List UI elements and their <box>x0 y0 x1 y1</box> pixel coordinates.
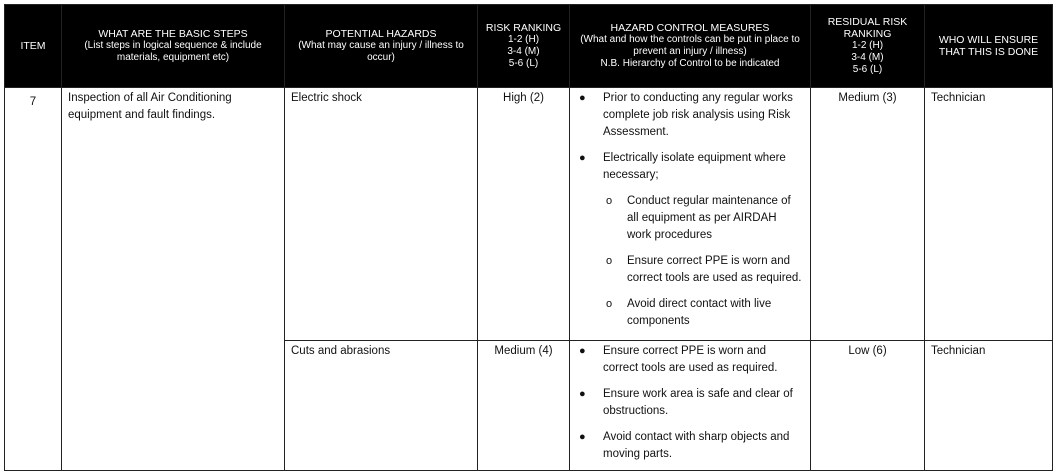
control-subitem: o Conduct regular maintenance of all equipment as per AIRDAH work procedures <box>606 195 791 241</box>
bullet-icon: ● <box>579 152 586 164</box>
header-steps-sub: (List steps in logical sequence & include materials, equipment etc) <box>84 40 262 63</box>
step-description: Inspection of all Air Conditioning equipment and fault findings. <box>62 88 285 471</box>
header-residual-title1: RESIDUAL RISK <box>827 16 908 28</box>
header-residual-l2: 3-4 (M) <box>851 52 884 63</box>
table-row <box>5 88 1053 341</box>
header-hazards <box>285 5 478 88</box>
control-item: ● Prior to conducting any regular works complete job risk analysis using Risk Assessment. <box>579 92 793 138</box>
header-controls-title: HAZARD CONTROL MEASURES <box>610 22 770 34</box>
header-row <box>5 5 1053 88</box>
header-controls-sub: (What and how the controls can be put in place to prevent an injury / illness) <box>580 34 800 57</box>
header-item: ITEM <box>5 5 62 88</box>
item-number: 7 <box>5 88 62 471</box>
header-risk-l2: 3-4 (M) <box>507 46 540 57</box>
header-risk-l3: 5-6 (L) <box>508 58 539 69</box>
control-item: ● Electrically isolate equipment where necessary; o Conduct regular maintenance of all equipment as per AIRDAH work procedures o Ensure correct PPE is worn and correct tools are used as required. o Avoid direct contact with live components <box>576 150 804 330</box>
risk-assessment-page <box>4 4 1052 472</box>
control-subitem: o Avoid direct contact with live components <box>606 298 772 327</box>
bullet-icon: ● <box>579 388 586 400</box>
sub-bullet-icon: o <box>606 195 613 207</box>
bullet-icon: ● <box>579 345 586 357</box>
header-controls <box>570 5 811 88</box>
header-risk-ranking <box>478 5 570 88</box>
header-hazards-title: POTENTIAL HAZARDS <box>325 28 437 40</box>
control-item: ● Ensure work area is safe and clear of obstructions. <box>579 388 793 417</box>
hazard-cell: Electric shock <box>285 88 478 341</box>
header-risk-l1: 1-2 (H) <box>507 34 540 45</box>
header-residual <box>811 5 925 88</box>
risk-cell: Medium (4) <box>478 341 570 471</box>
risk-assessment-table <box>4 4 1053 471</box>
sub-bullet-icon: o <box>606 255 613 267</box>
sub-bullet-icon: o <box>606 298 613 310</box>
header-steps-title: WHAT ARE THE BASIC STEPS <box>98 28 248 40</box>
header-residual-l3: 5-6 (L) <box>852 64 883 75</box>
controls-cell <box>570 341 811 471</box>
residual-cell: Low (6) <box>811 341 925 471</box>
who-cell: Technician <box>925 88 1053 341</box>
controls-cell <box>570 88 811 341</box>
risk-cell: High (2) <box>478 88 570 341</box>
bullet-icon: ● <box>579 431 586 443</box>
bullet-icon: ● <box>579 92 586 104</box>
header-hazards-sub: (What may cause an injury / illness to occur) <box>298 40 464 63</box>
control-item: ● Avoid contact with sharp objects and moving parts. <box>579 431 790 460</box>
hazard-cell: Cuts and abrasions <box>285 341 478 471</box>
header-risk-title: RISK RANKING <box>485 22 562 34</box>
header-who: WHO WILL ENSURE THAT THIS IS DONE <box>925 5 1053 88</box>
residual-cell: Medium (3) <box>811 88 925 341</box>
header-residual-l1: 1-2 (H) <box>851 40 884 51</box>
who-cell: Technician <box>925 341 1053 471</box>
header-controls-note: N.B. Hierarchy of Control to be indicated <box>600 58 780 69</box>
control-item: ● Ensure correct PPE is worn and correct tools are used as required. <box>579 345 778 374</box>
header-steps <box>62 5 285 88</box>
header-residual-title2: RANKING <box>843 28 892 40</box>
control-subitem: o Ensure correct PPE is worn and correct tools are used as required. <box>606 255 802 284</box>
